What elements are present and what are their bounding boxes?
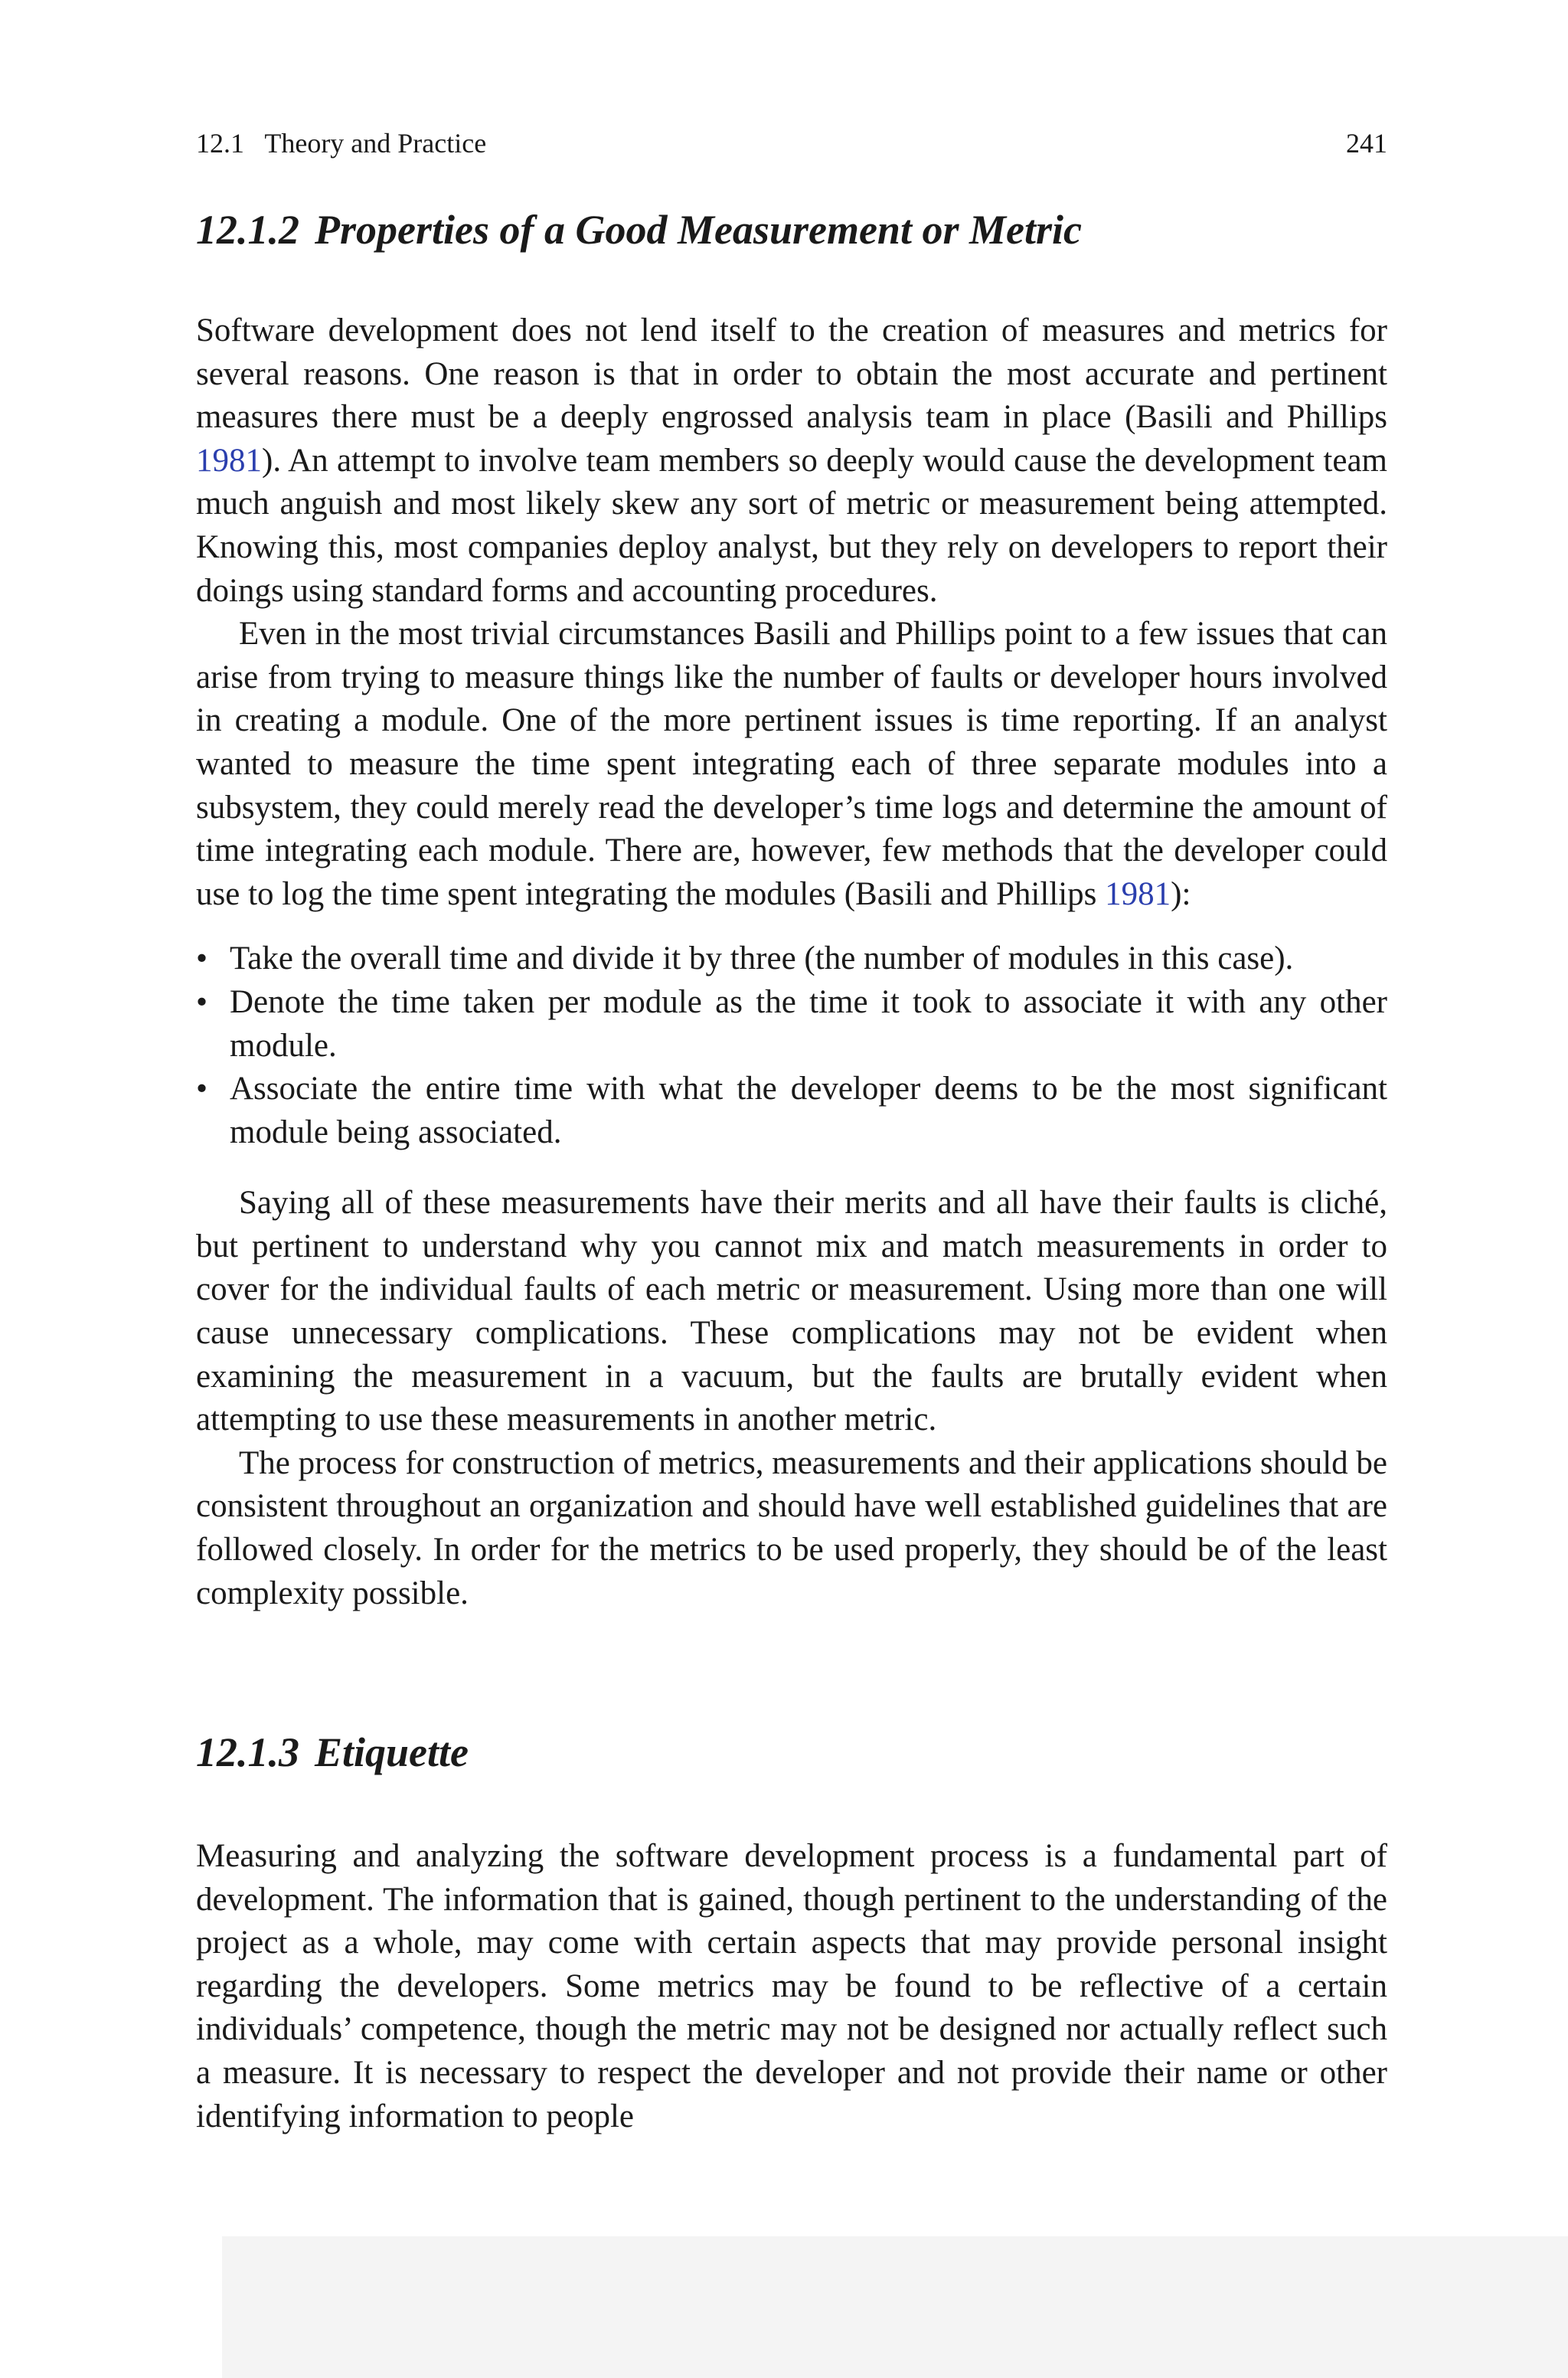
section-heading-12-1-3 (196, 1728, 469, 1777)
bullet-icon: • (196, 1071, 208, 1107)
section-12-1-2-body (196, 309, 1387, 1615)
section-heading-12-1-2 (196, 205, 1082, 254)
citation-link[interactable]: 1981 (196, 442, 262, 479)
list-item-text: Take the overall time and divide it by three (the number of modules in this case). (230, 940, 1294, 977)
paragraph: The process for construction of metrics, measurements and their applications should be consistent throughout an organization and should have well established guidelines that are followed closely. In order for the metrics to be used properly, they should be of the least complexity possible. (196, 1444, 1387, 1611)
section-number: 12.1.3 (196, 1729, 299, 1775)
list-item (196, 937, 1387, 981)
paragraph: Saying all of these measurements have their merits and all have their faults is cliché, but pertinent to understand why you cannot mix and match measurements in order to cover for the individual faults of each metric or measurement. Using more than one will cause unnecessary complications. These complications may not be evident when examining the measurement in a vacuum, but the faults are brutally evident when attempting to use these measurements in another metric. (196, 1185, 1387, 1438)
paragraph (196, 309, 1387, 613)
paragraph: Measuring and analyzing the software development process is a fundamental part of development. The information that is gained, though pertinent to the understanding of the project as a whole, may come with certain aspects that may provide personal insight regarding the developers. Some metrics may be found to be reflective of a certain individuals’ competence, though the metric may not be designed nor actually reflect such a measure. It is necessary to respect the developer and not provide their name or other identifying information to people (196, 1838, 1387, 2134)
list-item-text: Associate the entire time with what the developer deems to be the most significant module being associated. (230, 1071, 1387, 1150)
bullet-icon: • (196, 983, 208, 1020)
paragraph-text: Software development does not lend itself to the creation of measures and metrics for several reasons. One reason is that in order to obtain the most accurate and pertinent measures there must be a deeply engrossed analysis team in place (Basili and Phillips (196, 312, 1387, 436)
running-header-section: 12.1 Theory and Practice (196, 128, 487, 159)
list-item-text: Denote the time taken per module as the time it took to associate it with any other module. (230, 983, 1387, 1064)
section-12-1-3-body (196, 1835, 1387, 2138)
citation-link[interactable]: 1981 (1105, 875, 1171, 912)
section-number: 12.1.2 (196, 207, 299, 253)
scan-shadow (222, 2236, 1568, 2378)
list-item (196, 1068, 1387, 1154)
section-title: Properties of a Good Measurement or Metric (315, 207, 1082, 253)
section-title: Etiquette (315, 1729, 469, 1775)
page-number: 241 (1346, 128, 1387, 159)
list-item (196, 981, 1387, 1068)
paragraph-text: Even in the most trivial circumstances Basili and Phillips point to a few issues that can arise from trying to measure things like the number of faults or developer hours involved in creating a module. One of the more pertinent issues is time reporting. If an analyst wanted to measure the time spent integrating each of three separate modules into a subsystem, they could merely read the developer’s time logs and determine the amount of time integrating each module. There are, however, few methods that the developer could use to log the time spent integrating the modules (Basili and Phillips (196, 616, 1387, 912)
bullet-icon: • (196, 940, 208, 977)
bullet-list (196, 937, 1387, 1154)
paragraph-text: ): (1171, 875, 1191, 912)
paragraph (196, 613, 1387, 916)
paragraph-text: ). An attempt to involve team members so deeply would cause the development team much anguish and most likely skew any sort of metric or measurement being attempted. Knowing this, most companies deploy analyst, but they rely on developers to report their doings using standard forms and accounting procedures. (196, 442, 1387, 609)
